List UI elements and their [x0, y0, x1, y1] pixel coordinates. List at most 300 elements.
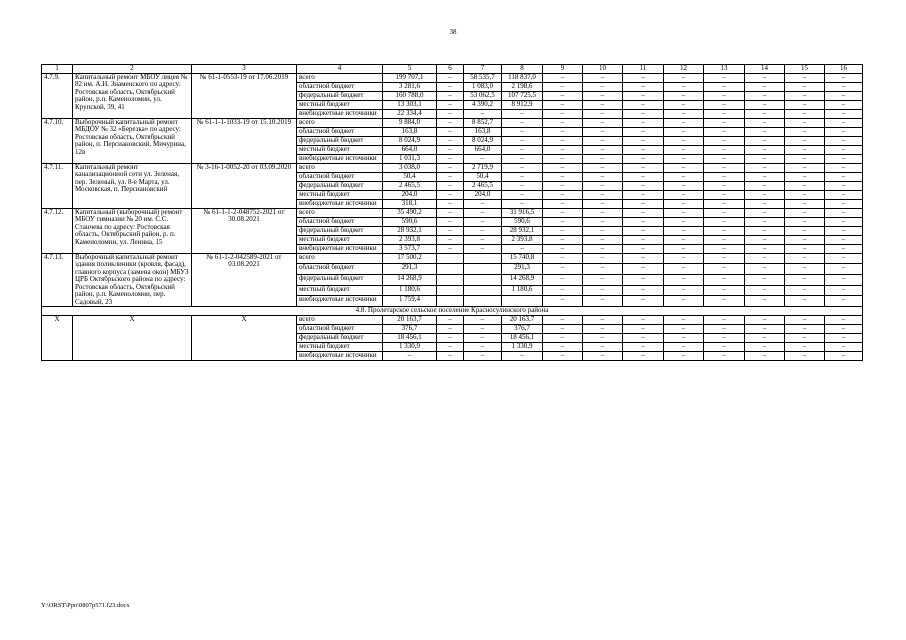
amount-cell: 2 465,5 [464, 181, 502, 190]
amount-cell: – [543, 172, 583, 181]
funding-source: всего [297, 208, 383, 217]
amount-cell: 376,7 [383, 324, 437, 333]
amount-cell: – [583, 172, 623, 181]
amount-cell: – [623, 315, 664, 324]
amount-cell: – [704, 73, 745, 82]
amount-cell: – [745, 264, 785, 275]
column-number: 1 [42, 65, 73, 74]
amount-cell: 35 490,2 [383, 208, 437, 217]
amount-cell: – [623, 100, 664, 109]
amount-cell: 17 500,2 [383, 253, 437, 264]
amount-cell: – [583, 73, 623, 82]
amount-cell: – [543, 82, 583, 91]
amount-cell: – [664, 172, 704, 181]
amount-cell: – [502, 199, 543, 208]
amount-cell: – [704, 82, 745, 91]
amount-cell: – [583, 118, 623, 127]
amount-cell: – [437, 91, 464, 100]
amount-cell: – [437, 244, 464, 253]
amount-cell: – [704, 253, 745, 264]
amount-cell: – [623, 91, 664, 100]
column-number: 11 [623, 65, 664, 74]
amount-cell: – [583, 154, 623, 163]
amount-cell: – [623, 351, 664, 360]
amount-cell: – [664, 73, 704, 82]
amount-cell: – [704, 208, 745, 217]
amount-cell: 664,0 [464, 145, 502, 154]
amount-cell: – [825, 296, 863, 307]
amount-cell: – [745, 208, 785, 217]
funding-source: областной бюджет [297, 264, 383, 275]
amount-cell: – [664, 253, 704, 264]
amount-cell: – [704, 154, 745, 163]
amount-cell: – [745, 253, 785, 264]
amount-cell: – [437, 235, 464, 244]
funding-source: местный бюджет [297, 285, 383, 296]
column-number-row [42, 65, 863, 74]
amount-cell: – [785, 154, 825, 163]
amount-cell: – [825, 154, 863, 163]
amount-cell: – [437, 315, 464, 324]
table-row [42, 73, 863, 82]
funding-source: всего [297, 118, 383, 127]
amount-cell: – [583, 208, 623, 217]
funding-source: внебюджетные источники [297, 296, 383, 307]
amount-cell: – [437, 163, 464, 172]
amount-cell: – [785, 190, 825, 199]
amount-cell: – [825, 274, 863, 285]
amount-cell: 50,4 [464, 172, 502, 181]
amount-cell: – [623, 274, 664, 285]
amount-cell: – [825, 235, 863, 244]
amount-cell: – [745, 342, 785, 351]
amount-cell: – [825, 190, 863, 199]
amount-cell: – [464, 199, 502, 208]
amount-cell: – [745, 127, 785, 136]
amount-cell: – [825, 136, 863, 145]
amount-cell: – [825, 172, 863, 181]
amount-cell [437, 253, 464, 264]
amount-cell: – [664, 274, 704, 285]
amount-cell: – [745, 274, 785, 285]
amount-cell: – [583, 199, 623, 208]
amount-cell: – [785, 217, 825, 226]
funding-source: федеральный бюджет [297, 181, 383, 190]
amount-cell: 3 281,6 [383, 82, 437, 91]
amount-cell: 8 912,9 [502, 100, 543, 109]
amount-cell: – [623, 217, 664, 226]
amount-cell: – [543, 264, 583, 275]
amount-cell: – [543, 100, 583, 109]
amount-cell: – [825, 217, 863, 226]
amount-cell: – [623, 226, 664, 235]
amount-cell: – [664, 181, 704, 190]
amount-cell [464, 285, 502, 296]
object-name: Капитальный ремонт канализационной сети ул. Зеленая, пер. Зеленый, ул. 8-е Марта, ул. Московская, п. Персиановский [73, 163, 192, 208]
amount-cell: – [704, 324, 745, 333]
amount-cell: – [543, 296, 583, 307]
amount-cell: 291,3 [502, 264, 543, 275]
amount-cell: – [502, 127, 543, 136]
funding-source: всего [297, 253, 383, 264]
amount-cell: – [745, 91, 785, 100]
amount-cell: – [623, 235, 664, 244]
amount-cell: 590,6 [502, 217, 543, 226]
amount-cell: – [704, 181, 745, 190]
amount-cell: – [623, 253, 664, 264]
amount-cell: – [664, 264, 704, 275]
amount-cell: – [745, 73, 785, 82]
amount-cell: – [623, 190, 664, 199]
amount-cell: – [437, 109, 464, 118]
amount-cell: – [704, 296, 745, 307]
amount-cell: – [745, 154, 785, 163]
amount-cell: – [543, 315, 583, 324]
budget-table [41, 64, 863, 361]
amount-cell: – [583, 253, 623, 264]
amount-cell: 1 031,3 [383, 154, 437, 163]
amount-cell: 8 852,7 [464, 118, 502, 127]
amount-cell: – [704, 342, 745, 351]
amount-cell: – [825, 315, 863, 324]
amount-cell: 18 456,1 [502, 333, 543, 342]
amount-cell: – [745, 315, 785, 324]
column-number: 12 [664, 65, 704, 74]
amount-cell: 3 038,0 [383, 163, 437, 172]
amount-cell: 204,0 [383, 190, 437, 199]
amount-cell [464, 274, 502, 285]
amount-cell: – [502, 136, 543, 145]
amount-cell: – [785, 118, 825, 127]
amount-cell: 50,4 [383, 172, 437, 181]
amount-cell: – [543, 127, 583, 136]
amount-cell: 1 759,4 [383, 296, 437, 307]
amount-cell: – [704, 217, 745, 226]
amount-cell: – [785, 163, 825, 172]
table-row [42, 208, 863, 217]
funding-source: внебюджетные источники [297, 154, 383, 163]
table-body [42, 65, 863, 361]
amount-cell: – [704, 274, 745, 285]
amount-cell: – [502, 163, 543, 172]
amount-cell: 664,0 [383, 145, 437, 154]
amount-cell: – [543, 226, 583, 235]
amount-cell: – [437, 127, 464, 136]
amount-cell: – [464, 333, 502, 342]
amount-cell: – [745, 118, 785, 127]
funding-source: областной бюджет [297, 82, 383, 91]
amount-cell: – [543, 145, 583, 154]
amount-cell: – [825, 264, 863, 275]
amount-cell: – [785, 342, 825, 351]
amount-cell: – [825, 127, 863, 136]
amount-cell: – [437, 136, 464, 145]
amount-cell: – [825, 145, 863, 154]
section-title: 4.8. Пролетарское сельское поселение Красносулинского района [42, 307, 863, 316]
amount-cell: – [785, 351, 825, 360]
column-number: 16 [825, 65, 863, 74]
amount-cell: – [785, 145, 825, 154]
amount-cell: – [704, 91, 745, 100]
amount-cell [437, 274, 464, 285]
amount-cell: – [664, 190, 704, 199]
amount-cell: – [583, 244, 623, 253]
amount-cell: – [664, 244, 704, 253]
amount-cell: – [437, 190, 464, 199]
amount-cell: – [745, 244, 785, 253]
object-name: Выборочный капитальный ремонт МБДОУ № 32 «Березка» по адресу: Ростовская область, Октябрьский район, п. Персиановский, Мичурина, 12в [73, 118, 192, 163]
amount-cell: – [543, 285, 583, 296]
amount-cell: – [745, 82, 785, 91]
amount-cell: – [623, 333, 664, 342]
amount-cell: – [745, 172, 785, 181]
amount-cell: – [825, 100, 863, 109]
amount-cell: – [825, 82, 863, 91]
table-row [42, 118, 863, 127]
amount-cell: – [583, 285, 623, 296]
amount-cell: – [825, 73, 863, 82]
amount-cell: – [664, 342, 704, 351]
amount-cell: – [464, 351, 502, 360]
amount-cell: – [785, 181, 825, 190]
amount-cell: 590,6 [383, 217, 437, 226]
amount-cell: – [623, 82, 664, 91]
amount-cell: – [664, 91, 704, 100]
amount-cell [464, 253, 502, 264]
item-number: Х [42, 315, 73, 360]
amount-cell: – [543, 109, 583, 118]
amount-cell: – [623, 208, 664, 217]
amount-cell: 13 303,1 [383, 100, 437, 109]
amount-cell: – [825, 118, 863, 127]
amount-cell: – [704, 100, 745, 109]
column-number: 3 [192, 65, 297, 74]
amount-cell: – [664, 199, 704, 208]
amount-cell: 31 916,5 [502, 208, 543, 217]
amount-cell: – [745, 235, 785, 244]
amount-cell: – [464, 342, 502, 351]
amount-cell: – [825, 244, 863, 253]
amount-cell: – [583, 109, 623, 118]
amount-cell: – [785, 91, 825, 100]
table-row [42, 253, 863, 264]
amount-cell: – [704, 109, 745, 118]
amount-cell: – [745, 333, 785, 342]
amount-cell: 2 198,6 [502, 82, 543, 91]
amount-cell: – [383, 351, 437, 360]
amount-cell: – [502, 109, 543, 118]
amount-cell: – [825, 109, 863, 118]
amount-cell: – [543, 253, 583, 264]
column-number: 13 [704, 65, 745, 74]
amount-cell: – [785, 172, 825, 181]
column-number: 15 [785, 65, 825, 74]
amount-cell: – [583, 296, 623, 307]
funding-source: местный бюджет [297, 100, 383, 109]
amount-cell: – [437, 118, 464, 127]
amount-cell: – [437, 82, 464, 91]
amount-cell: – [583, 91, 623, 100]
amount-cell: – [785, 127, 825, 136]
amount-cell: – [502, 190, 543, 199]
amount-cell: – [464, 154, 502, 163]
amount-cell: – [745, 217, 785, 226]
amount-cell: – [583, 100, 623, 109]
amount-cell: 199 707,1 [383, 73, 437, 82]
amount-cell: 14 268,9 [502, 274, 543, 285]
amount-cell: – [583, 274, 623, 285]
amount-cell: – [785, 324, 825, 333]
document-ref: Х [192, 315, 297, 360]
amount-cell: – [825, 324, 863, 333]
amount-cell: – [704, 172, 745, 181]
amount-cell: – [543, 163, 583, 172]
amount-cell: – [664, 315, 704, 324]
amount-cell: – [502, 351, 543, 360]
amount-cell: – [437, 342, 464, 351]
amount-cell: – [437, 351, 464, 360]
amount-cell: 1 330,9 [502, 342, 543, 351]
amount-cell: 14 268,9 [383, 274, 437, 285]
amount-cell: 1 180,6 [502, 285, 543, 296]
amount-cell: – [543, 190, 583, 199]
item-number: 4.7.10. [42, 118, 73, 163]
amount-cell: – [583, 351, 623, 360]
amount-cell: – [543, 136, 583, 145]
amount-cell: – [623, 342, 664, 351]
amount-cell: – [437, 172, 464, 181]
funding-source: федеральный бюджет [297, 136, 383, 145]
amount-cell: – [785, 253, 825, 264]
amount-cell: – [664, 109, 704, 118]
amount-cell: 204,0 [464, 190, 502, 199]
amount-cell: – [704, 136, 745, 145]
amount-cell: – [704, 226, 745, 235]
amount-cell: – [623, 163, 664, 172]
document-ref: № 61-1-2-042589-2021 от 03.08.2021 [192, 253, 297, 307]
amount-cell: – [543, 351, 583, 360]
amount-cell [464, 264, 502, 275]
amount-cell: – [825, 342, 863, 351]
column-number: 7 [464, 65, 502, 74]
amount-cell: 160 788,0 [383, 91, 437, 100]
amount-cell: – [623, 109, 664, 118]
amount-cell: – [745, 285, 785, 296]
amount-cell: – [664, 118, 704, 127]
amount-cell: 8 024,9 [383, 136, 437, 145]
amount-cell: 58 535,7 [464, 73, 502, 82]
amount-cell: 376,7 [502, 324, 543, 333]
amount-cell: – [825, 181, 863, 190]
item-number: 4.7.13. [42, 253, 73, 307]
column-number: 8 [502, 65, 543, 74]
funding-source: внебюджетные источники [297, 199, 383, 208]
amount-cell: – [464, 324, 502, 333]
amount-cell: – [664, 127, 704, 136]
column-number: 4 [297, 65, 383, 74]
amount-cell: – [785, 333, 825, 342]
amount-cell: 1 180,6 [383, 285, 437, 296]
amount-cell: – [785, 264, 825, 275]
amount-cell: 8 024,9 [464, 136, 502, 145]
column-number: 10 [583, 65, 623, 74]
amount-cell: – [745, 351, 785, 360]
amount-cell: – [825, 253, 863, 264]
amount-cell: – [437, 208, 464, 217]
funding-source: местный бюджет [297, 190, 383, 199]
amount-cell: – [785, 244, 825, 253]
amount-cell: – [623, 172, 664, 181]
amount-cell: – [704, 264, 745, 275]
amount-cell: – [464, 235, 502, 244]
amount-cell: – [437, 100, 464, 109]
funding-source: местный бюджет [297, 145, 383, 154]
amount-cell: – [785, 82, 825, 91]
amount-cell: – [704, 199, 745, 208]
amount-cell: 2 465,5 [383, 181, 437, 190]
amount-cell: – [704, 315, 745, 324]
amount-cell: 107 725,5 [502, 91, 543, 100]
amount-cell: 163,8 [383, 127, 437, 136]
amount-cell: – [825, 285, 863, 296]
amount-cell: – [543, 208, 583, 217]
amount-cell: – [543, 244, 583, 253]
amount-cell: – [704, 235, 745, 244]
amount-cell: – [825, 351, 863, 360]
object-name: Выборочный капитальный ремонт здания поликлиники (кровля, фасад), главного корпуса (замена окон) МБУЗ ЦРБ Октябрьского района по адресу: Ростовская область, Октябрьский район, р.п. Каменоломни, пер. Садовый, 23 [73, 253, 192, 307]
amount-cell: – [664, 333, 704, 342]
amount-cell: 2 719,9 [464, 163, 502, 172]
amount-cell: – [583, 226, 623, 235]
document-ref: № 61-1-1-1033-19 от 15.10.2019 [192, 118, 297, 163]
funding-source: внебюджетные источники [297, 109, 383, 118]
amount-cell: – [745, 190, 785, 199]
table-row [42, 163, 863, 172]
funding-source: всего [297, 163, 383, 172]
amount-cell: – [745, 100, 785, 109]
amount-cell: – [745, 226, 785, 235]
amount-cell [437, 296, 464, 307]
amount-cell: 18 456,1 [383, 333, 437, 342]
amount-cell: – [704, 118, 745, 127]
amount-cell: 28 932,1 [383, 226, 437, 235]
amount-cell: – [623, 264, 664, 275]
amount-cell: – [704, 190, 745, 199]
amount-cell: – [704, 127, 745, 136]
amount-cell: – [664, 154, 704, 163]
amount-cell: – [623, 118, 664, 127]
column-number: 2 [73, 65, 192, 74]
amount-cell: – [785, 315, 825, 324]
amount-cell: – [704, 333, 745, 342]
amount-cell: 2 393,8 [502, 235, 543, 244]
file-path: Y:\ORST\Ppo\0807p571.f23.docx [41, 602, 130, 609]
amount-cell: – [664, 145, 704, 154]
amount-cell: – [785, 274, 825, 285]
amount-cell: – [745, 109, 785, 118]
amount-cell: – [502, 154, 543, 163]
amount-cell: – [664, 285, 704, 296]
amount-cell: – [623, 127, 664, 136]
amount-cell: – [785, 109, 825, 118]
amount-cell: – [464, 217, 502, 226]
amount-cell: – [664, 163, 704, 172]
item-number: 4.7.9. [42, 73, 73, 118]
amount-cell: – [502, 145, 543, 154]
amount-cell: – [704, 244, 745, 253]
funding-source: местный бюджет [297, 235, 383, 244]
object-name: Капитальный ремонт МБОУ лицея № 82 им. А.Н. Знаменского по адресу: Ростовская область, Октябрьский район, р.п. Каменоломни, ул. Крупской, 39, 41 [73, 73, 192, 118]
